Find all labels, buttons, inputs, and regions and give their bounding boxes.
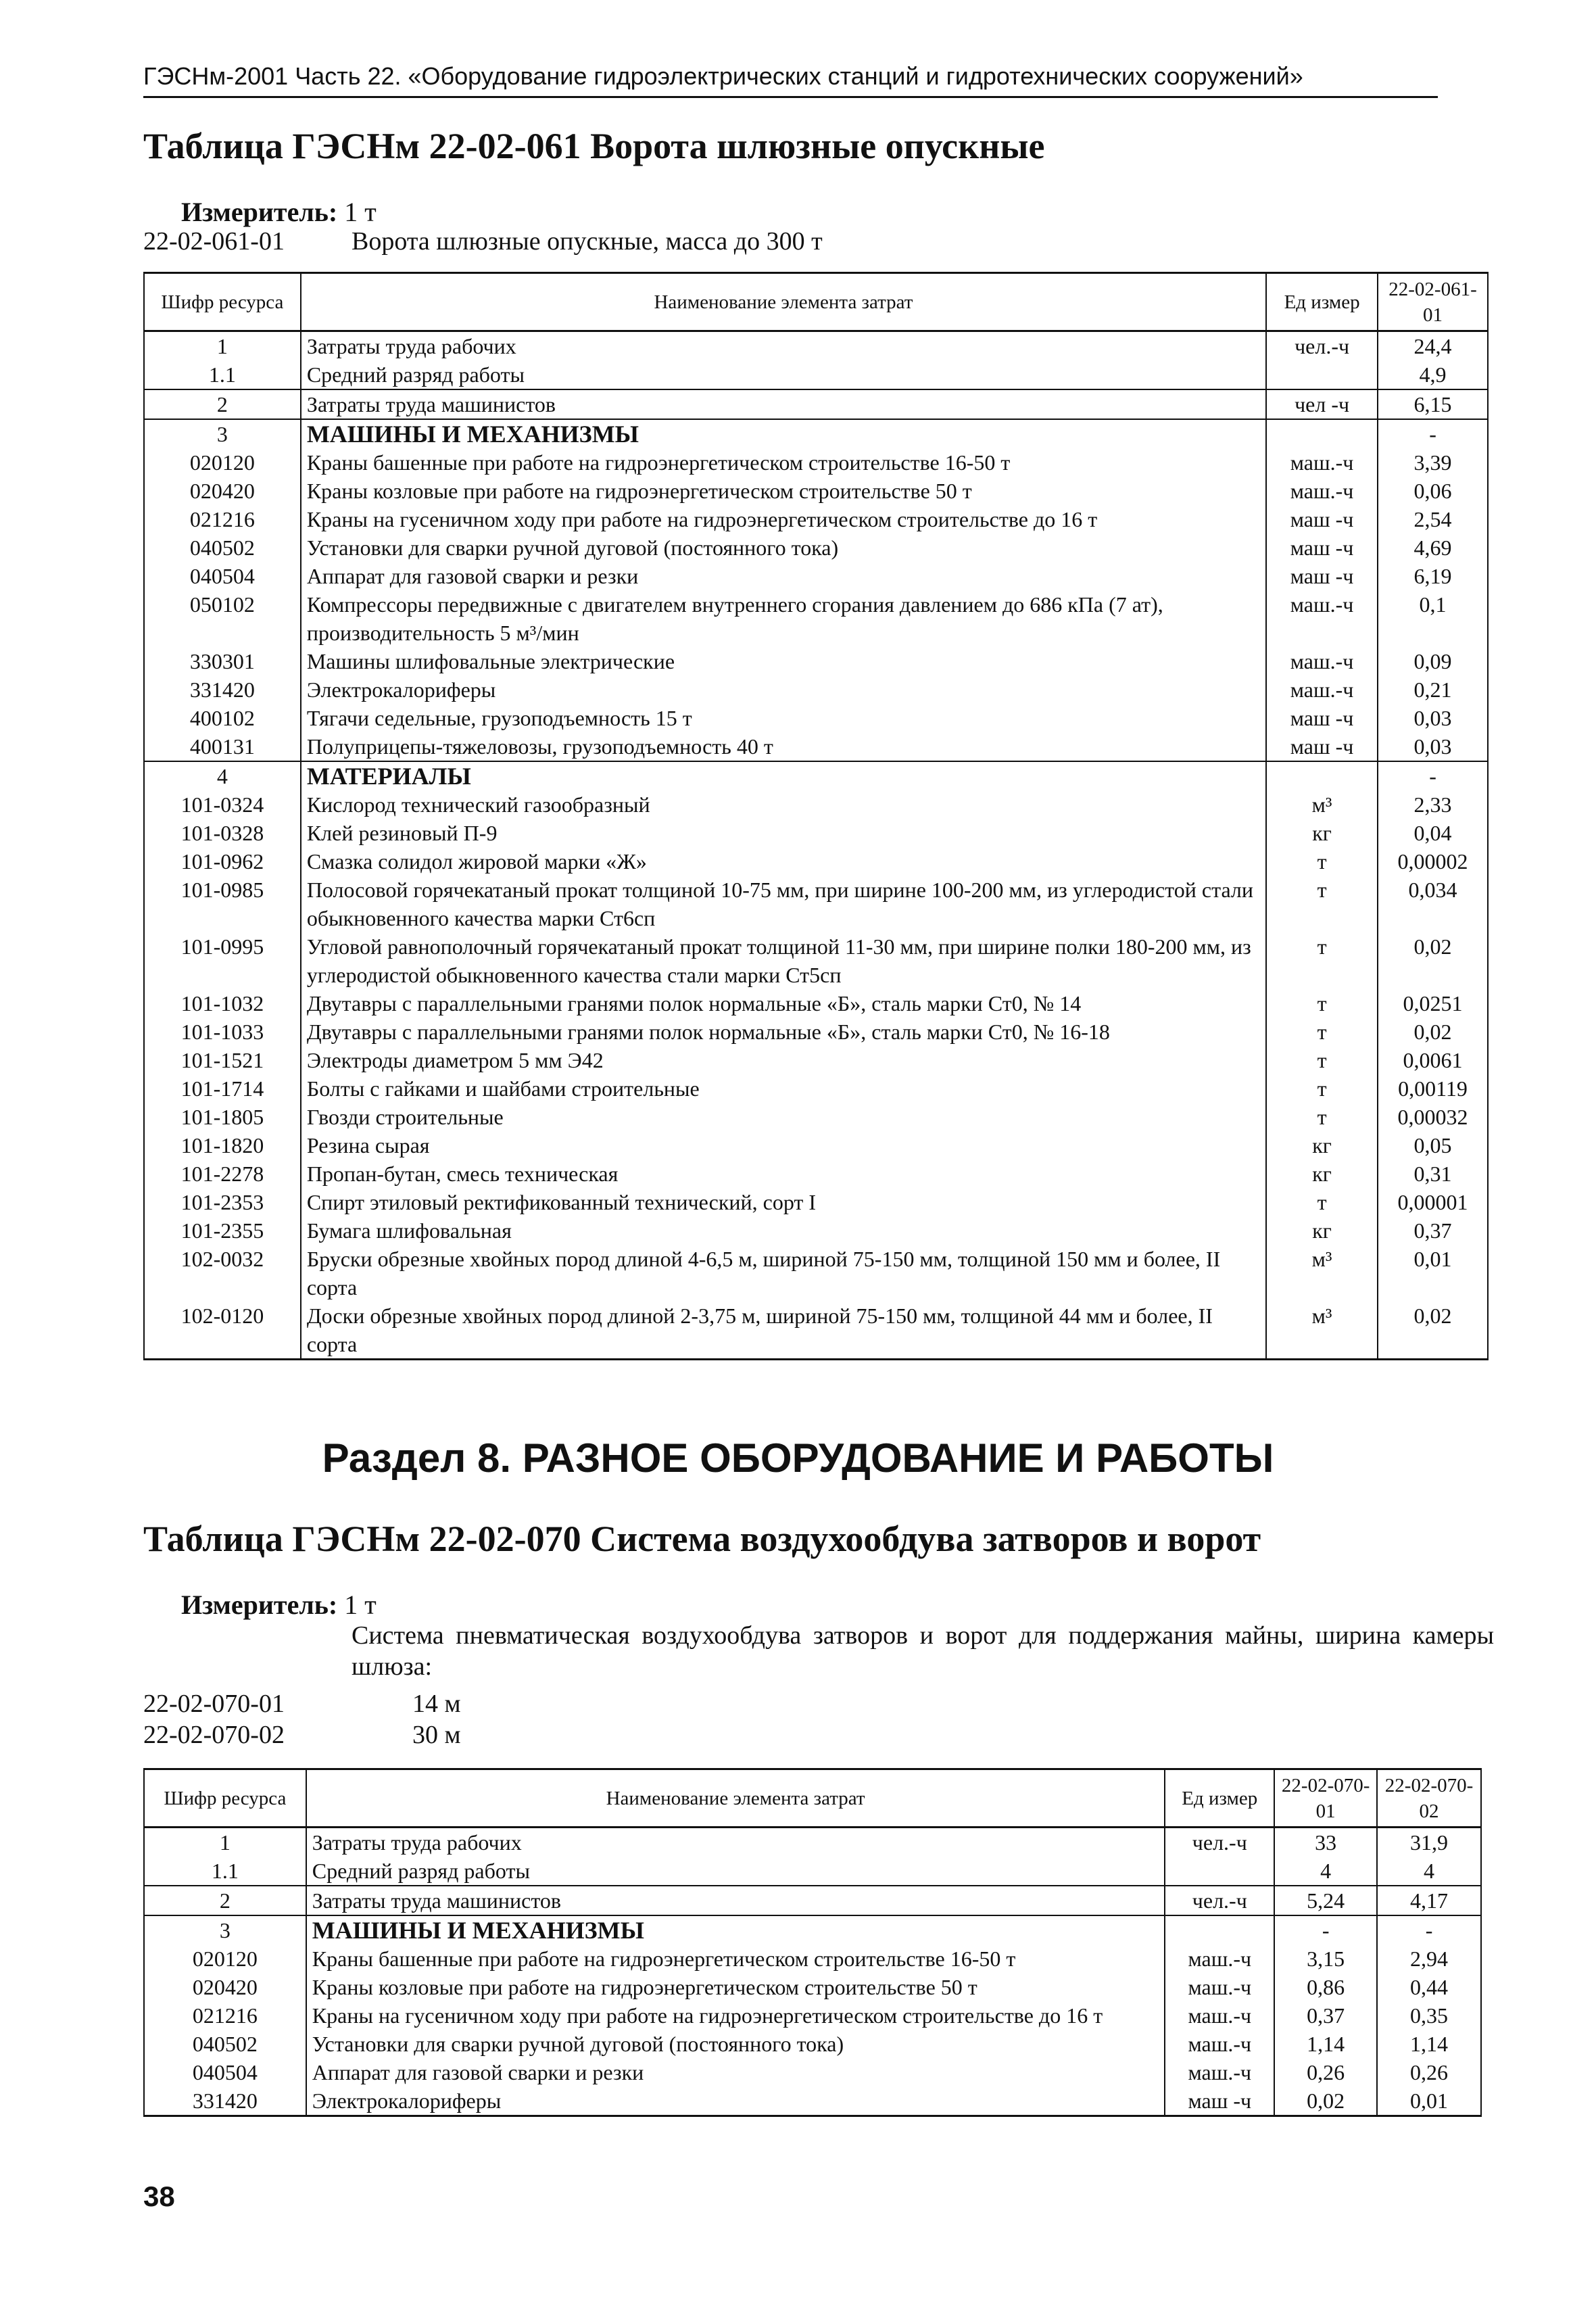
cell-v2: 0,35 — [1377, 2001, 1481, 2030]
table-row — [144, 675, 1488, 704]
running-header: ГЭСНм-2001 Часть 22. «Оборудование гидроэлектрических станций и гидротехнических сооружений» — [143, 62, 1438, 98]
cell-unit: т — [1266, 1188, 1378, 1216]
cell-v1: 6,19 — [1378, 562, 1488, 590]
cell-unit: чел.-ч — [1165, 1828, 1274, 1857]
cell-code: 3 — [144, 1915, 306, 1944]
cell-name: МАШИНЫ И МЕХАНИЗМЫ — [301, 419, 1266, 448]
cell-name: Краны башенные при работе на гидроэнергетическом строительстве 16-50 т — [301, 448, 1266, 477]
cell-code: 1.1 — [144, 360, 301, 389]
table-row — [144, 533, 1488, 562]
cell-code: 040504 — [144, 562, 301, 590]
cell-unit: чел.-ч — [1165, 1886, 1274, 1915]
cell-code: 400102 — [144, 704, 301, 732]
cell-code: 2 — [144, 1886, 306, 1915]
table-row — [144, 2086, 1481, 2116]
cell-unit: м³ — [1266, 1302, 1378, 1360]
cell-unit: маш -ч — [1266, 562, 1378, 590]
cell-v1: 0,00032 — [1378, 1103, 1488, 1131]
col-header-value-1: 22-02-070-01 — [1274, 1769, 1377, 1828]
cell-name: Машины шлифовальные электрические — [301, 647, 1266, 675]
cell-name: Бумага шлифовальная — [301, 1216, 1266, 1245]
table-row — [144, 932, 1488, 989]
table-row — [144, 477, 1488, 505]
table2-meter — [181, 1589, 377, 1621]
cell-name: Пропан-бутан, смесь техническая — [301, 1160, 1266, 1188]
table-row — [144, 1973, 1481, 2001]
cell-v2: 0,01 — [1377, 2086, 1481, 2116]
cell-unit: маш -ч — [1266, 533, 1378, 562]
cell-code: 020420 — [144, 1973, 306, 2001]
col-header-unit: Ед измер — [1266, 273, 1378, 331]
table-row — [144, 847, 1488, 876]
cell-unit: т — [1266, 932, 1378, 989]
table-row — [144, 989, 1488, 1018]
col-header-value-2: 22-02-070-02 — [1377, 1769, 1481, 1828]
cell-v1: 0,034 — [1378, 876, 1488, 932]
cell-name: Краны башенные при работе на гидроэнергетическом строительстве 16-50 т — [306, 1944, 1165, 1973]
cell-v2: - — [1377, 1915, 1481, 1944]
cell-code: 021216 — [144, 505, 301, 533]
table-row — [144, 761, 1488, 790]
cell-v1: 0,37 — [1274, 2001, 1377, 2030]
cell-unit: кг — [1266, 1131, 1378, 1160]
cell-name: Краны на гусеничном ходу при работе на гидроэнергетическом строительстве до 16 т — [306, 2001, 1165, 2030]
table-row — [144, 389, 1488, 419]
cell-v1: 0,03 — [1378, 732, 1488, 761]
cell-unit: маш -ч — [1165, 2086, 1274, 2116]
table-row — [144, 1828, 1481, 1857]
table1-code: 22-02-061-01 — [143, 227, 285, 256]
cell-name: МАТЕРИАЛЫ — [301, 761, 1266, 790]
cell-v2: 31,9 — [1377, 1828, 1481, 1857]
table-row — [144, 590, 1488, 647]
cell-v1: 4 — [1274, 1857, 1377, 1886]
cell-unit: кг — [1266, 1216, 1378, 1245]
table-row — [144, 1886, 1481, 1915]
cell-v1: 3,39 — [1378, 448, 1488, 477]
table-row — [144, 1046, 1488, 1074]
cell-code: 330301 — [144, 647, 301, 675]
cell-unit: т — [1266, 847, 1378, 876]
cell-name: Средний разряд работы — [301, 360, 1266, 389]
cell-unit: т — [1266, 876, 1378, 932]
table-row — [144, 819, 1488, 847]
cell-name: Компрессоры передвижные с двигателем внутреннего сгорания давлением до 686 кПа (7 ат), производительность 5 м³/мин — [301, 590, 1266, 647]
table-row — [144, 1131, 1488, 1160]
cell-code: 102-0032 — [144, 1245, 301, 1302]
table1-desc: Ворота шлюзные опускные, масса до 300 т — [352, 227, 823, 256]
cell-v1: 1,14 — [1274, 2030, 1377, 2058]
cell-v1: 0,02 — [1378, 1018, 1488, 1046]
cell-name: Полосовой горячекатаный прокат толщиной 10-75 мм, при ширине 100-200 мм, из углеродистой стали обыкновенного качества марки Ст6сп — [301, 876, 1266, 932]
table2-desc: Система пневматическая воздухообдува затворов и ворот для поддержания майны, ширина камеры шлюза: — [352, 1621, 1494, 1681]
table-row — [144, 419, 1488, 448]
cell-code: 4 — [144, 761, 301, 790]
cell-unit: т — [1266, 1018, 1378, 1046]
cell-name: Смазка солидол жировой марки «Ж» — [301, 847, 1266, 876]
table-row — [144, 790, 1488, 819]
cell-v1: 33 — [1274, 1828, 1377, 1857]
cell-name: Затраты труда машинистов — [301, 389, 1266, 419]
cell-v1: 0,04 — [1378, 819, 1488, 847]
table2-code-1: 22-02-070-01 — [143, 1690, 285, 1718]
table1-body — [144, 331, 1488, 1360]
cell-code: 101-0985 — [144, 876, 301, 932]
cell-v1: 0,00119 — [1378, 1074, 1488, 1103]
cell-v1: 0,26 — [1274, 2058, 1377, 2086]
table-row — [144, 1160, 1488, 1188]
cell-v1: 0,37 — [1378, 1216, 1488, 1245]
cell-unit: маш -ч — [1266, 704, 1378, 732]
table-row — [144, 1857, 1481, 1886]
cell-v1: - — [1378, 419, 1488, 448]
cell-v1: 0,0251 — [1378, 989, 1488, 1018]
cell-name: Кислород технический газообразный — [301, 790, 1266, 819]
cell-v1: 2,54 — [1378, 505, 1488, 533]
cell-v2: 4 — [1377, 1857, 1481, 1886]
cell-unit: м³ — [1266, 790, 1378, 819]
cell-name: Гвозди строительные — [301, 1103, 1266, 1131]
cell-v1: 0,05 — [1378, 1131, 1488, 1160]
cell-name: Установки для сварки ручной дуговой (постоянного тока) — [306, 2030, 1165, 2058]
cell-code: 021216 — [144, 2001, 306, 2030]
cell-name: Болты с гайками и шайбами строительные — [301, 1074, 1266, 1103]
col-header-name: Наименование элемента затрат — [306, 1769, 1165, 1828]
table1-meter — [181, 196, 377, 228]
cell-v1: 0,02 — [1274, 2086, 1377, 2116]
table-row — [144, 331, 1488, 361]
cell-unit: маш -ч — [1266, 732, 1378, 761]
cell-v1: 2,33 — [1378, 790, 1488, 819]
cell-code: 040504 — [144, 2058, 306, 2086]
cell-name: Краны на гусеничном ходу при работе на гидроэнергетическом строительстве до 16 т — [301, 505, 1266, 533]
table-row — [144, 647, 1488, 675]
cell-code: 3 — [144, 419, 301, 448]
col-header-code: Шифр ресурса — [144, 273, 301, 331]
cell-unit: м³ — [1266, 1245, 1378, 1302]
cell-code: 101-2355 — [144, 1216, 301, 1245]
cell-v1: - — [1274, 1915, 1377, 1944]
cell-name: Затраты труда машинистов — [306, 1886, 1165, 1915]
table-row — [144, 704, 1488, 732]
cell-v1: 4,69 — [1378, 533, 1488, 562]
cell-unit: маш.-ч — [1266, 647, 1378, 675]
cell-unit: маш.-ч — [1165, 2058, 1274, 2086]
cell-v2: 1,14 — [1377, 2030, 1481, 2058]
cell-code: 101-1521 — [144, 1046, 301, 1074]
cell-name: Бруски обрезные хвойных пород длиной 4-6,5 м, шириной 75-150 мм, толщиной 150 мм и более, II сорта — [301, 1245, 1266, 1302]
section-title: Раздел 8. РАЗНОЕ ОБОРУДОВАНИЕ И РАБОТЫ — [322, 1435, 1274, 1481]
cell-name: Затраты труда рабочих — [301, 331, 1266, 361]
cell-unit: маш.-ч — [1165, 1944, 1274, 1973]
cell-name: Доски обрезные хвойных пород длиной 2-3,75 м, шириной 75-150 мм, толщиной 44 мм и более, II сорта — [301, 1302, 1266, 1360]
table-row — [144, 1915, 1481, 1944]
cell-name: Полуприцепы-тяжеловозы, грузоподъемность 40 т — [301, 732, 1266, 761]
col-header-value: 22-02-061-01 — [1378, 273, 1488, 331]
table-row — [144, 1245, 1488, 1302]
table-row — [144, 1018, 1488, 1046]
cell-name: Установки для сварки ручной дуговой (постоянного тока) — [301, 533, 1266, 562]
cell-unit: маш.-ч — [1266, 448, 1378, 477]
cell-v1: 0,03 — [1378, 704, 1488, 732]
table-row — [144, 732, 1488, 761]
cell-v2: 2,94 — [1377, 1944, 1481, 1973]
cell-code: 101-0328 — [144, 819, 301, 847]
cell-unit: чел -ч — [1266, 389, 1378, 419]
cell-code: 020420 — [144, 477, 301, 505]
cell-code: 101-1714 — [144, 1074, 301, 1103]
cell-v1: 24,4 — [1378, 331, 1488, 361]
cell-code: 1.1 — [144, 1857, 306, 1886]
cell-code: 400131 — [144, 732, 301, 761]
cell-unit: маш.-ч — [1266, 675, 1378, 704]
cell-name: Угловой равнополочный горячекатаный прокат толщиной 11-30 мм, при ширине полки 180-200 мм, из углеродистой обыкновенного качества стали марки Ст5сп — [301, 932, 1266, 989]
cell-v1: 0,1 — [1378, 590, 1488, 647]
cell-v1: 0,21 — [1378, 675, 1488, 704]
cell-unit: кг — [1266, 1160, 1378, 1188]
cell-v1: 0,00002 — [1378, 847, 1488, 876]
table-row — [144, 1216, 1488, 1245]
cell-unit — [1266, 761, 1378, 790]
cell-code: 1 — [144, 331, 301, 361]
table-row — [144, 1074, 1488, 1103]
cell-unit: кг — [1266, 819, 1378, 847]
cell-name: Электрокалориферы — [301, 675, 1266, 704]
meter-value: 1 т — [344, 1590, 377, 1620]
cell-unit: чел.-ч — [1266, 331, 1378, 361]
cell-code: 2 — [144, 389, 301, 419]
cell-unit: т — [1266, 1103, 1378, 1131]
cell-v1: 0,06 — [1378, 477, 1488, 505]
cell-name: Спирт этиловый ректификованный технический, сорт I — [301, 1188, 1266, 1216]
cell-code: 1 — [144, 1828, 306, 1857]
cell-code: 020120 — [144, 448, 301, 477]
cell-name: Краны козловые при работе на гидроэнергетическом строительстве 50 т — [301, 477, 1266, 505]
table-row — [144, 1188, 1488, 1216]
meter-label: Измеритель: — [181, 197, 338, 227]
cell-name: Аппарат для газовой сварки и резки — [306, 2058, 1165, 2086]
cell-name: Электрокалориферы — [306, 2086, 1165, 2116]
cell-code: 101-1032 — [144, 989, 301, 1018]
cell-code: 101-2278 — [144, 1160, 301, 1188]
table-row — [144, 2058, 1481, 2086]
table-row — [144, 1302, 1488, 1360]
cell-code: 331420 — [144, 675, 301, 704]
cell-v1: 0,0061 — [1378, 1046, 1488, 1074]
cell-code: 102-0120 — [144, 1302, 301, 1360]
cell-v2: 4,17 — [1377, 1886, 1481, 1915]
cell-v1: 3,15 — [1274, 1944, 1377, 1973]
cell-name: Клей резиновый П-9 — [301, 819, 1266, 847]
cell-name: Резина сырая — [301, 1131, 1266, 1160]
cell-unit: маш.-ч — [1165, 2001, 1274, 2030]
cell-v1: 4,9 — [1378, 360, 1488, 389]
meter-label: Измеритель: — [181, 1590, 338, 1620]
cell-code: 331420 — [144, 2086, 306, 2116]
cell-code: 040502 — [144, 533, 301, 562]
table-row — [144, 876, 1488, 932]
table2-code-2: 22-02-070-02 — [143, 1721, 285, 1749]
cell-code: 101-0324 — [144, 790, 301, 819]
table-row — [144, 2030, 1481, 2058]
cell-unit: т — [1266, 989, 1378, 1018]
page-number: 38 — [143, 2180, 175, 2212]
cell-name: Электроды диаметром 5 мм Э42 — [301, 1046, 1266, 1074]
cell-v1: 0,02 — [1378, 932, 1488, 989]
table2 — [143, 1768, 1482, 2117]
cell-v1: 0,31 — [1378, 1160, 1488, 1188]
cell-unit: маш -ч — [1266, 505, 1378, 533]
cell-name: МАШИНЫ И МЕХАНИЗМЫ — [306, 1915, 1165, 1944]
table2-code-1-value: 14 м — [412, 1690, 461, 1718]
table-row — [144, 562, 1488, 590]
cell-v1: 5,24 — [1274, 1886, 1377, 1915]
table-row — [144, 448, 1488, 477]
cell-v1: - — [1378, 761, 1488, 790]
cell-code: 101-0995 — [144, 932, 301, 989]
cell-name: Краны козловые при работе на гидроэнергетическом строительстве 50 т — [306, 1973, 1165, 2001]
table-row — [144, 505, 1488, 533]
cell-unit: маш.-ч — [1266, 590, 1378, 647]
cell-name: Средний разряд работы — [306, 1857, 1165, 1886]
table1 — [143, 272, 1489, 1360]
cell-v1: 0,00001 — [1378, 1188, 1488, 1216]
cell-unit — [1266, 419, 1378, 448]
table-row — [144, 1103, 1488, 1131]
table1-title: Таблица ГЭСНм 22-02-061 Ворота шлюзные опускные — [143, 126, 1045, 166]
cell-v1: 6,15 — [1378, 389, 1488, 419]
cell-name: Тягачи седельные, грузоподъемность 15 т — [301, 704, 1266, 732]
table2-code-2-value: 30 м — [412, 1721, 461, 1749]
cell-v1: 0,86 — [1274, 1973, 1377, 2001]
cell-unit: маш.-ч — [1266, 477, 1378, 505]
col-header-unit: Ед измер — [1165, 1769, 1274, 1828]
table-row — [144, 360, 1488, 389]
cell-name: Двутавры с параллельными гранями полок нормальные «Б», сталь марки Ст0, № 16-18 — [301, 1018, 1266, 1046]
table-row — [144, 1944, 1481, 1973]
cell-v1: 0,02 — [1378, 1302, 1488, 1360]
cell-code: 101-1033 — [144, 1018, 301, 1046]
cell-code: 040502 — [144, 2030, 306, 2058]
col-header-name: Наименование элемента затрат — [301, 273, 1266, 331]
cell-unit: т — [1266, 1074, 1378, 1103]
col-header-code: Шифр ресурса — [144, 1769, 306, 1828]
cell-unit: маш.-ч — [1165, 2030, 1274, 2058]
cell-code: 050102 — [144, 590, 301, 647]
meter-value: 1 т — [344, 197, 377, 227]
cell-unit: маш.-ч — [1165, 1973, 1274, 2001]
table2-title: Таблица ГЭСНм 22-02-070 Система воздухообдува затворов и ворот — [143, 1519, 1261, 1559]
cell-name: Двутавры с параллельными гранями полок нормальные «Б», сталь марки Ст0, № 14 — [301, 989, 1266, 1018]
cell-unit: т — [1266, 1046, 1378, 1074]
cell-v2: 0,26 — [1377, 2058, 1481, 2086]
cell-code: 101-0962 — [144, 847, 301, 876]
cell-code: 020120 — [144, 1944, 306, 1973]
cell-code: 101-1820 — [144, 1131, 301, 1160]
cell-name: Затраты труда рабочих — [306, 1828, 1165, 1857]
table-row — [144, 2001, 1481, 2030]
table2-body — [144, 1828, 1481, 2116]
cell-v1: 0,01 — [1378, 1245, 1488, 1302]
cell-unit — [1266, 360, 1378, 389]
cell-code: 101-2353 — [144, 1188, 301, 1216]
cell-unit — [1165, 1915, 1274, 1944]
cell-v2: 0,44 — [1377, 1973, 1481, 2001]
cell-unit — [1165, 1857, 1274, 1886]
cell-v1: 0,09 — [1378, 647, 1488, 675]
cell-code: 101-1805 — [144, 1103, 301, 1131]
cell-name: Аппарат для газовой сварки и резки — [301, 562, 1266, 590]
